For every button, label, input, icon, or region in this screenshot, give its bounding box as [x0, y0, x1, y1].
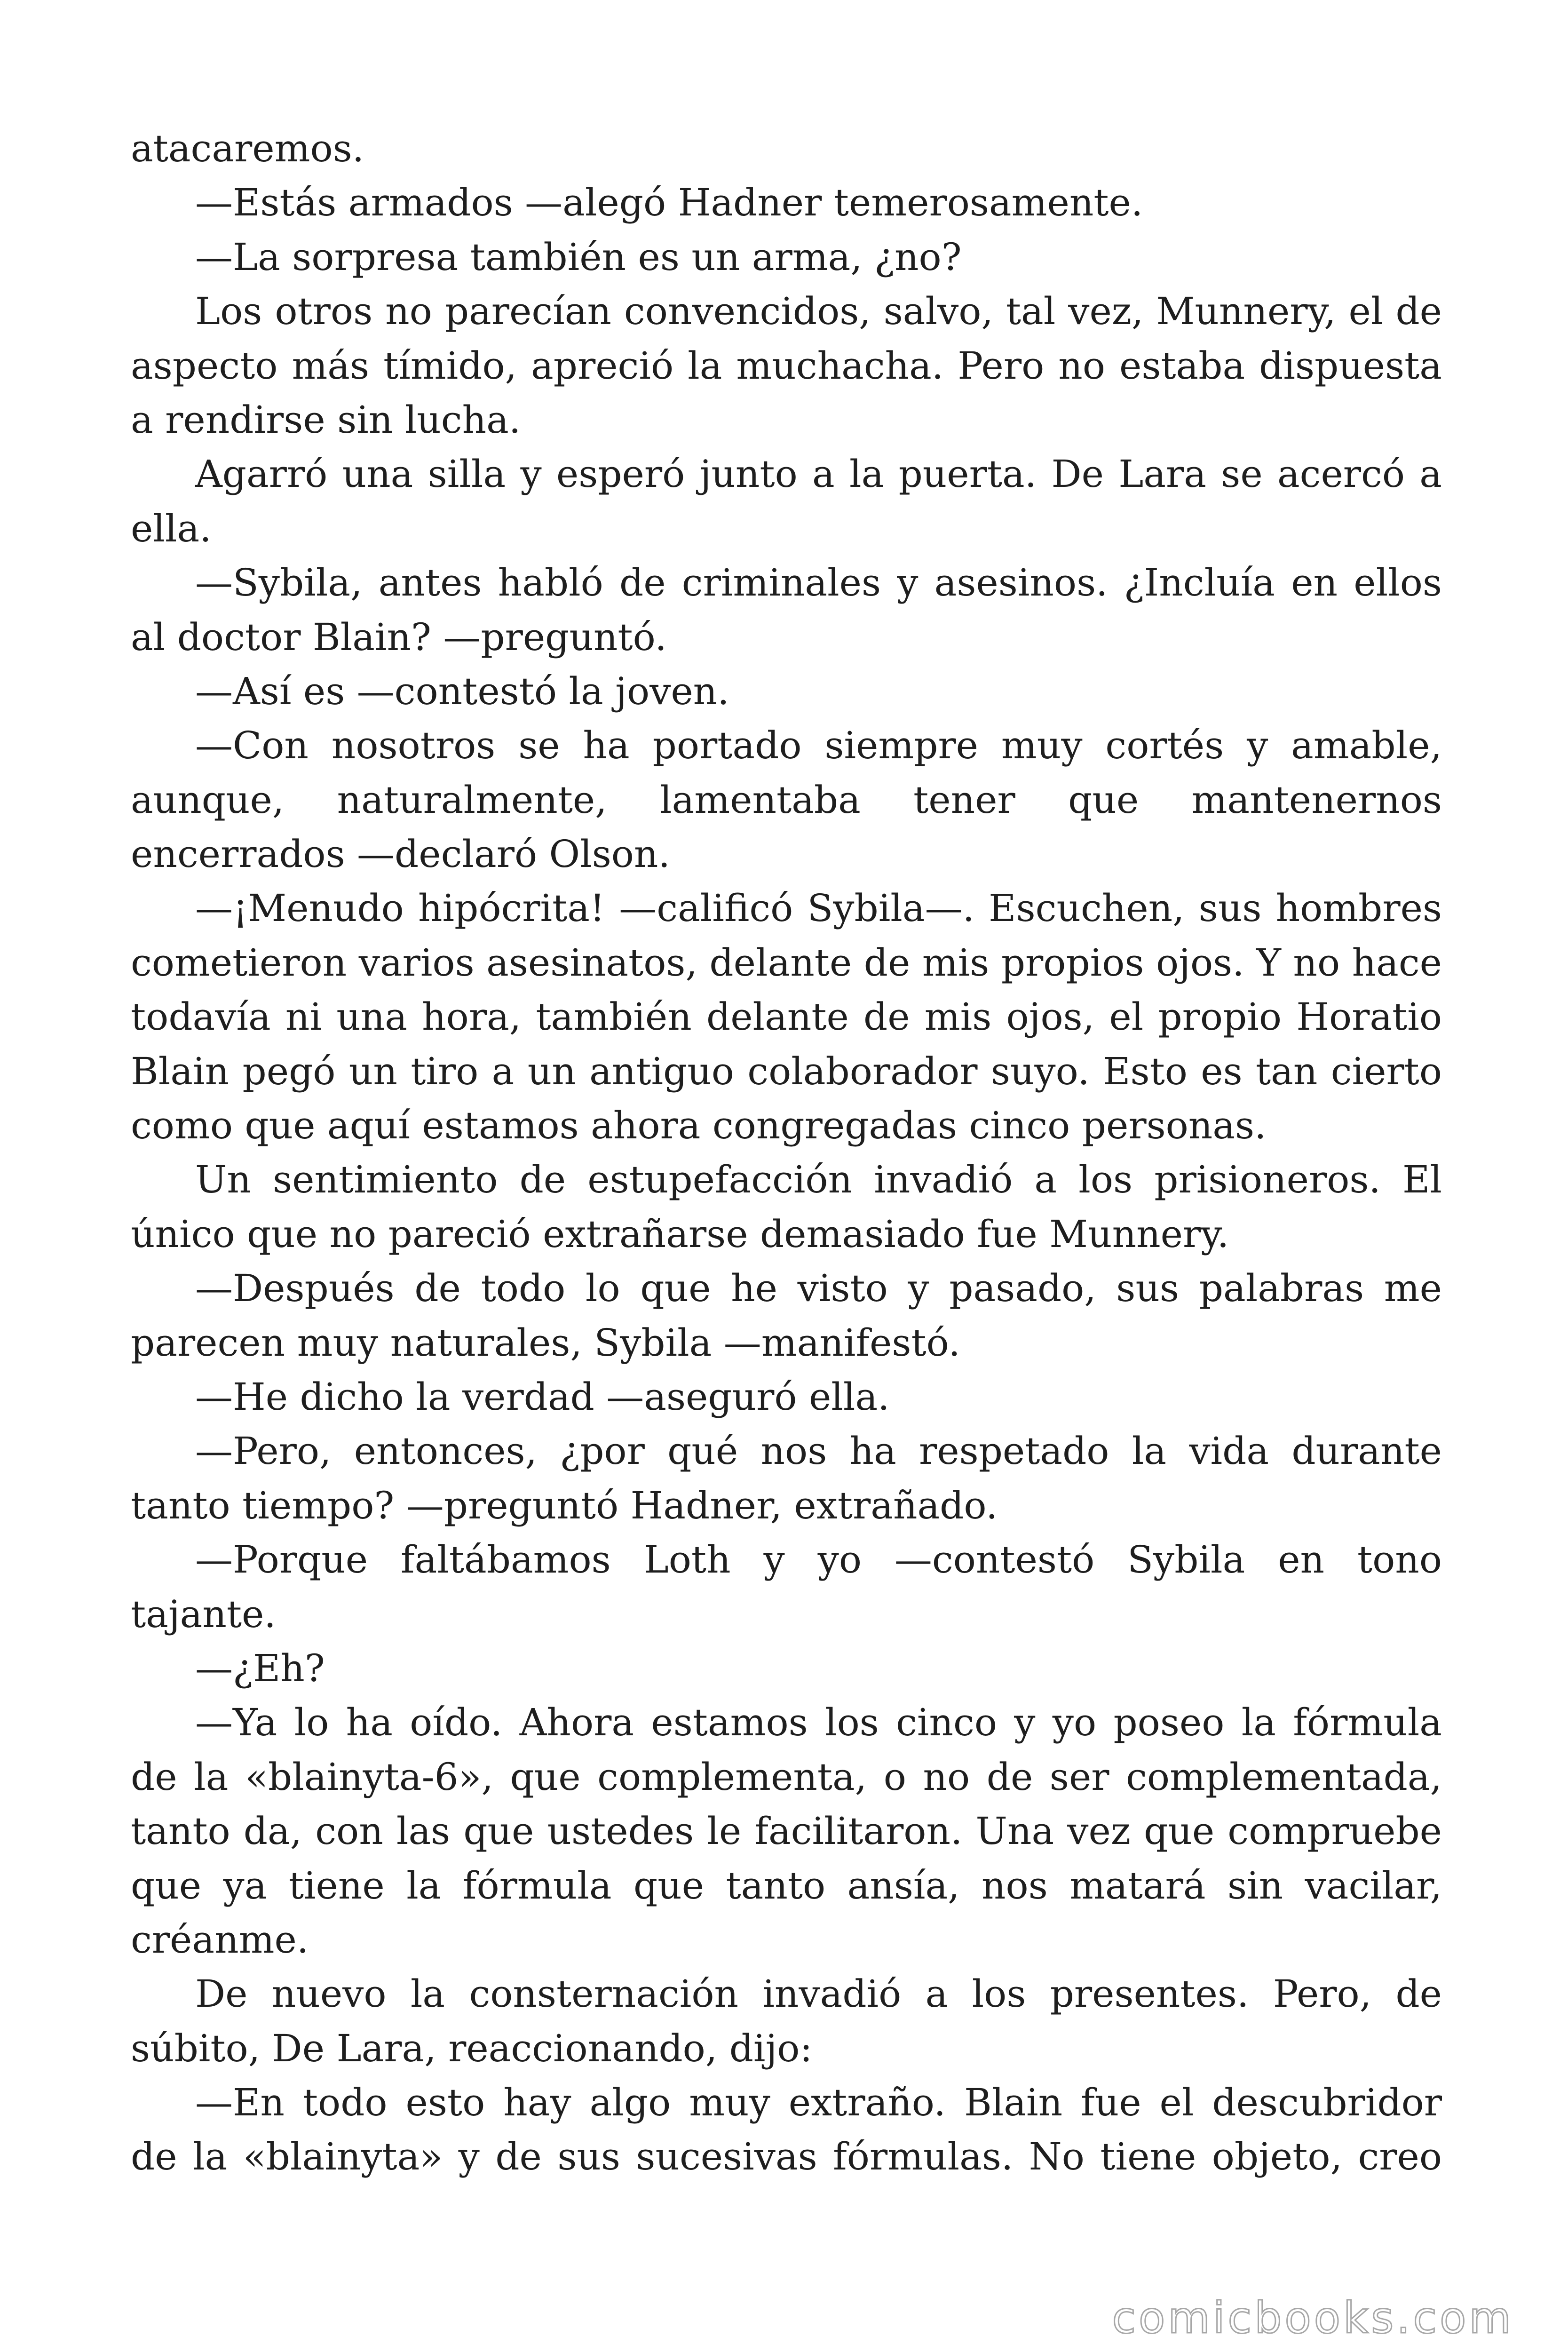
- text-line: Un sentimiento de estupefacción invadió a los prisioneros. El: [195, 1158, 1442, 1202]
- text-line: parecen muy naturales, Sybila —manifestó.: [131, 1320, 960, 1365]
- text-line: tanto da, con las que ustedes le facilitaron. Una vez que compruebe: [131, 1809, 1442, 1853]
- text-line: —¿Eh?: [195, 1646, 325, 1690]
- text-line: ella.: [131, 506, 212, 550]
- text-line: —Estás armados —alegó Hadner temerosamente.: [195, 181, 1143, 225]
- text-line: créanme.: [131, 1917, 309, 1962]
- text-line: —Porque faltábamos Loth y yo —contestó Sybila en tono: [195, 1538, 1442, 1582]
- text-line: único que no pareció extrañarse demasiado fue Munnery.: [131, 1212, 1229, 1256]
- text-line: cometieron varios asesinatos, delante de mis propios ojos. Y no hace: [131, 940, 1442, 985]
- text-line: encerrados —declaró Olson.: [131, 832, 670, 876]
- text-line: Blain pegó un tiro a un antiguo colaborador suyo. Esto es tan cierto: [131, 1049, 1442, 1093]
- text-line: todavía ni una hora, también delante de mis ojos, el propio Horatio: [131, 995, 1442, 1039]
- text-line: tanto tiempo? —preguntó Hadner, extrañado.: [131, 1483, 998, 1527]
- text-line: Los otros no parecían convencidos, salvo, tal vez, Munnery, el de: [195, 289, 1442, 334]
- text-line: —¡Menudo hipócrita! —calificó Sybila—. Escuchen, sus hombres: [195, 886, 1442, 930]
- text-line: Agarró una silla y esperó junto a la puerta. De Lara se acercó a: [195, 452, 1442, 496]
- text-line: aspecto más tímido, apreció la muchacha. Pero no estaba dispuesta: [131, 343, 1442, 388]
- watermark: comicbooks.com: [1112, 2293, 1514, 2343]
- text-line: de la «blainyta» y de sus sucesivas fórmulas. No tiene objeto, creo: [131, 2135, 1442, 2179]
- text-line: aunque, naturalmente, lamentaba tener que mantenernos: [131, 778, 1442, 822]
- page-body: [131, 121, 1442, 2184]
- text-line: —En todo esto hay algo muy extraño. Blain fue el descubridor: [195, 2081, 1442, 2125]
- text-line: como que aquí estamos ahora congregadas cinco personas.: [131, 1104, 1267, 1148]
- text-line: —Con nosotros se ha portado siempre muy cortés y amable,: [195, 723, 1442, 768]
- text-line: —Así es —contestó la joven.: [195, 669, 729, 713]
- text-line: —Ya lo ha oído. Ahora estamos los cinco y yo poseo la fórmula: [195, 1700, 1442, 1745]
- text-line: atacaremos.: [131, 127, 364, 170]
- text-line: —La sorpresa también es un arma, ¿no?: [195, 235, 962, 279]
- text-line: De nuevo la consternación invadió a los presentes. Pero, de: [195, 1972, 1442, 2016]
- text-line: —Sybila, antes habló de criminales y asesinos. ¿Incluía en ellos: [195, 561, 1442, 605]
- text-line: al doctor Blain? —preguntó.: [131, 615, 667, 659]
- text-line: que ya tiene la fórmula que tanto ansía, nos matará sin vacilar,: [131, 1863, 1442, 1907]
- text-line: a rendirse sin lucha.: [131, 397, 521, 442]
- text-line: —Pero, entonces, ¿por qué nos ha respetado la vida durante: [195, 1429, 1442, 1473]
- text-line: súbito, De Lara, reaccionando, dijo:: [131, 2026, 813, 2070]
- text-line: tajante.: [131, 1592, 276, 1636]
- text-line: de la «blainyta-6», que complementa, o no de ser complementada,: [131, 1755, 1442, 1799]
- text-line: —Después de todo lo que he visto y pasado, sus palabras me: [195, 1266, 1442, 1311]
- text-line: —He dicho la verdad —aseguró ella.: [195, 1375, 890, 1419]
